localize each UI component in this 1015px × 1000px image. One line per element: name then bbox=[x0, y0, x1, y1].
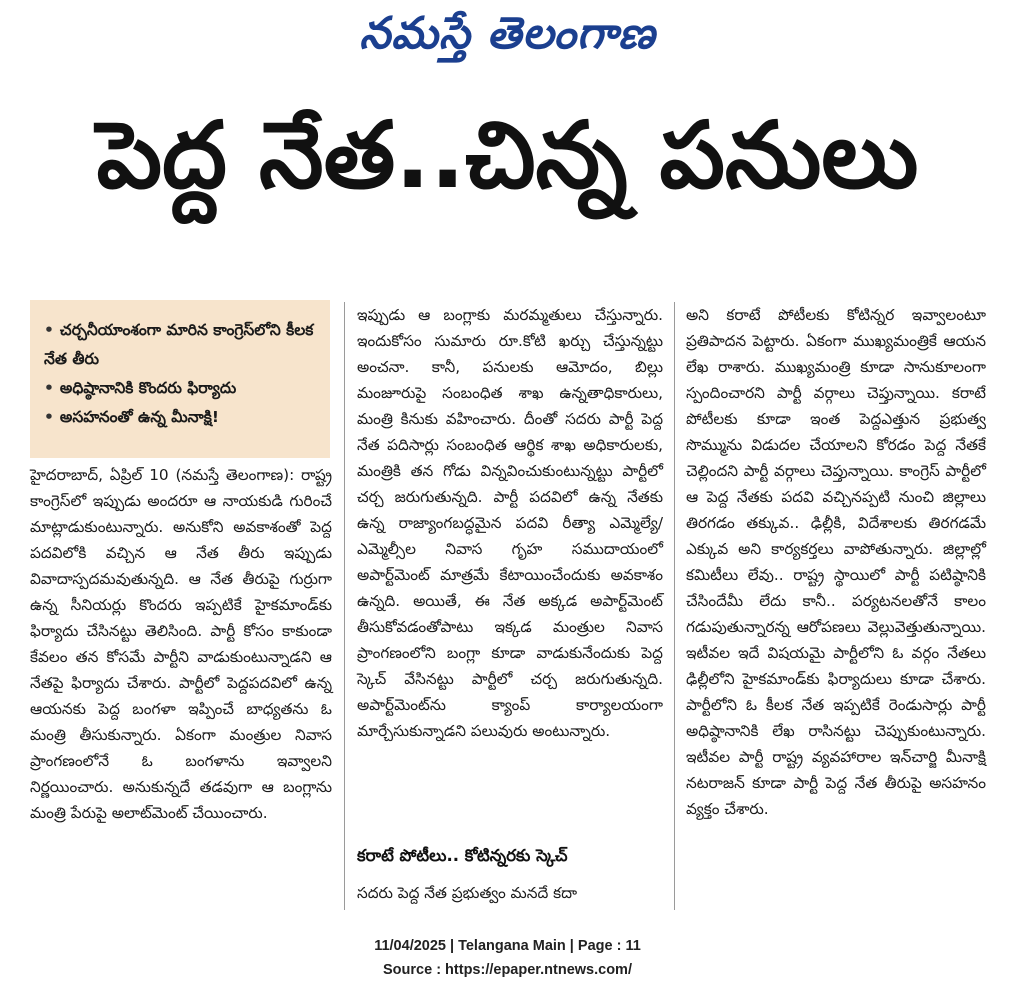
masthead bbox=[0, 8, 1015, 70]
section-subheading: కరాటే పోటీలు.. కోటిన్నరకు స్కెచ్ bbox=[357, 846, 568, 865]
article-paragraph: సదరు పెద్ద నేత ప్రభుత్వం మనదే కదా bbox=[357, 884, 578, 902]
bullet-icon: • bbox=[44, 321, 54, 339]
highlight-item bbox=[44, 316, 320, 374]
bullet-icon: • bbox=[44, 379, 54, 397]
column-divider bbox=[344, 302, 345, 910]
article-column-3 bbox=[686, 302, 986, 822]
column-divider bbox=[674, 302, 675, 910]
masthead-logo: నమస్తే తెలంగాణ bbox=[359, 8, 656, 59]
highlights-box bbox=[30, 300, 330, 458]
highlight-item bbox=[44, 403, 320, 432]
bullet-icon: • bbox=[44, 408, 54, 426]
highlight-text: చర్చనీయాంశంగా మారిన కాంగ్రెస్‌లోని కీలక నేత తీరు bbox=[44, 321, 314, 368]
footer-date-edition: 11/04/2025 | Telangana Main | Page : 11 bbox=[374, 938, 641, 954]
article-paragraph: హైదరాబాద్, ఏప్రిల్ 10 (నమస్తే తెలంగాణ): రాష్ట్ర కాంగ్రెస్‌లో ఇప్పుడు అందరూ ఆ నాయకుడి గురించే మాట్లాడుకుంటున్నారు. అనుకోని అవకాశంతో పెద్ద పదవిలోకి వచ్చిన ఆ నేత తీరు ఇప్పుడు వివాదాస్పదమవుతున్నది. ఆ నేత తీరుపై గుర్రుగా ఉన్న సీనియర్లు కొందరు ఇప్పటికే హైకమాండ్‌కు ఫిర్యాదు చేసినట్టు తెలిసింది. పార్టీ కోసం కాకుండా కేవలం తన కోసమే పార్టీని వాడుకుంటున్నాడని ఆ నేతపై ఫిర్యాదు చేశారు. పార్టీలో పెద్దపదవిలో ఉన్న ఆయనకు పెద్ద బంగళా ఇప్పించే బాధ్యతను ఓ మంత్రి తీసుకున్నారు. ఏకంగా మంత్రుల నివాస ప్రాంగణంలోనే ఓ బంగళాను ఇవ్వాలని నిర్ణయించారు. అనుకున్నదే తడవుగా ఆ బంగ్లాను మంత్రి పేరుపై అలాట్‌మెంట్ చేయించారు. bbox=[30, 466, 332, 822]
footer-source: Source : https://epaper.ntnews.com/ bbox=[383, 962, 632, 978]
headline-text: పెద్ద నేత..చిన్న పనులు bbox=[96, 102, 919, 209]
article-column-2 bbox=[357, 302, 663, 744]
article-paragraph: ఇప్పుడు ఆ బంగ్లాకు మరమ్మతులు చేస్తున్నారు. ఇందుకోసం సుమారు రూ.కోటి ఖర్చు చేస్తున్నట్టు అంచనా. కానీ, పనులకు ఆమోదం, బిల్లు మంజూరుపై సంబంధిత శాఖ ఉన్నతాధికారులు, మంత్రి కినుకు వహించారు. దీంతో సదరు పార్టీ పెద్ద నేత పదిసార్లు సంబంధిత ఆర్థిక శాఖ అధికారులకు, మంత్రికి తన గోడు విన్నవించుకుంటున్నట్టు పార్టీలో చర్చ జరుగుతున్నది. పార్టీ పదవిలో ఉన్న నేతకు ఉన్న రాజ్యాంగబద్ధమైన పదవి రీత్యా ఎమ్మెల్యే/ఎమ్మెల్సీల నివాస గృహ సముదాయంలో అపార్ట్‌మెంట్ మాత్రమే కేటాయించేందుకు అవకాశం ఉన్నది. అయితే, ఈ నేత అక్కడ అపార్ట్‌మెంట్ తీసుకోవడంతోపాటు ఇక్కడ మంత్రుల నివాస ప్రాంగణంలోని బంగ్లా కూడా వాడుకునేందుకు పెద్ద స్కెచ్ వేసినట్టు పార్టీలో చర్చ జరుగుతున్నది. అపార్ట్‌మెంట్‌ను క్యాంప్ కార్యాలయంగా మార్చేసుకున్నాడని పలువురు అంటున్నారు. bbox=[357, 306, 663, 740]
article-column-1 bbox=[30, 462, 332, 826]
highlight-text: అసహనంతో ఉన్న మీనాక్షి! bbox=[59, 408, 219, 426]
article-column-2-continued bbox=[357, 880, 663, 906]
headline bbox=[0, 102, 1015, 209]
article-paragraph: అని కరాటే పోటీలకు కోటిన్నర ఇవ్వాలంటూ ప్రతిపాదన పెట్టారు. ఏకంగా ముఖ్యమంత్రికే ఆయన లేఖ రాశారు. ముఖ్యమంత్రి కూడా సానుకూలంగా స్పందించారని పార్టీ వర్గాలు చెప్తున్నాయి. కరాటే పోటీలకు కూడా ఇంత పెద్దఎత్తున ప్రభుత్వ సొమ్మును విడుదల చేయాలని కోరడం పెద్ద నేతకే చెల్లిందని పార్టీ వర్గాలు చెప్తున్నాయి. కాంగ్రెస్ పార్టీలో ఆ పెద్ద నేతకు పదవి వచ్చినప్పటి నుంచి జిల్లాలు తిరగడం తక్కువ.. ఢిల్లీకి, విదేశాలకు తిరగడమే ఎక్కువ అని కార్యకర్తలు వాపోతున్నారు. జిల్లాల్లో కమిటీలు లేవు.. రాష్ట్ర స్థాయిలో పార్టీ పటిష్ఠానికి చేసిందేమీ లేదు కానీ.. పర్యటనలతోనే కాలం గడుపుతున్నారన్న ఆరోపణలు వెల్లువెత్తుతున్నాయి. ఇటీవల ఇదే విషయమై పార్టీలోని ఓ వర్గం నేతలు ఢిల్లీలోని హైకమాండ్‌కు ఫిర్యాదులు కూడా చేశారు. పార్టీలోని ఓ కీలక నేత ఇప్పటికే రెండుసార్లు పార్టీ అధిష్ఠానానికి లేఖ రాసినట్టు చెప్పుకుంటున్నారు. ఇటీవల పార్టీ రాష్ట్ర వ్యవహారాల ఇన్‌చార్జి మీనాక్షి నటరాజన్ కూడా పార్టీ పెద్ద నేత తీరుపై అసహనం వ్యక్తం చేశారు. bbox=[686, 306, 986, 818]
highlight-item bbox=[44, 374, 320, 403]
highlight-text: అధిష్ఠానానికి కొందరు ఫిర్యాదు bbox=[59, 379, 237, 397]
